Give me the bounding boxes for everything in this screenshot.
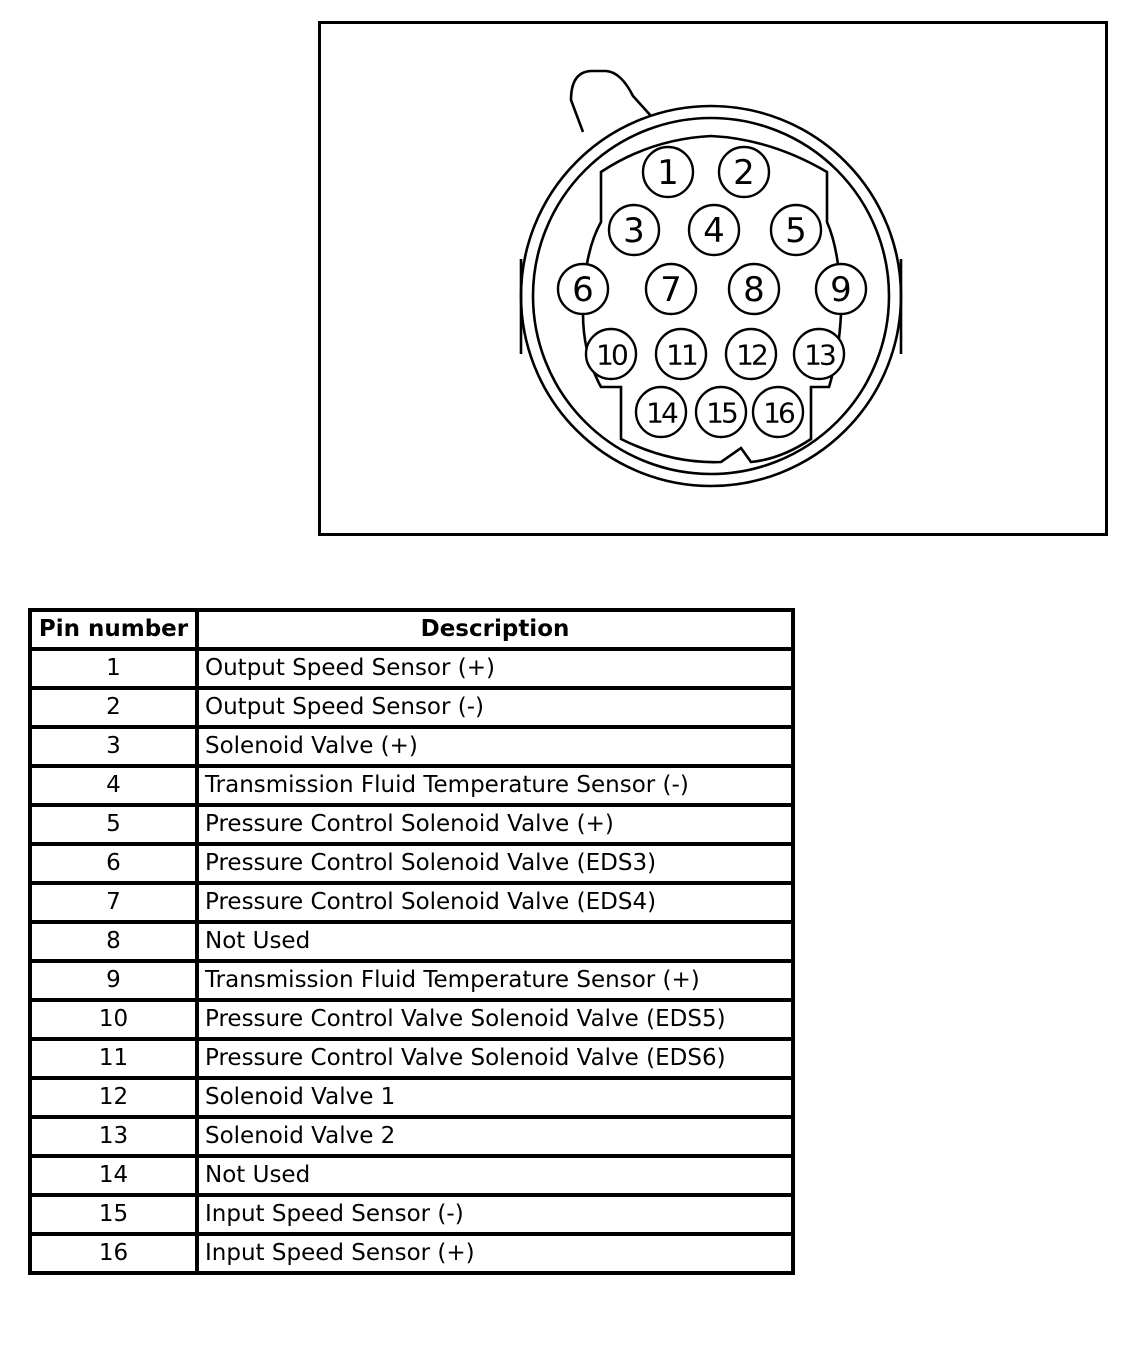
pin-16-label: 16 — [763, 396, 793, 430]
pin-description-cell: Not Used — [197, 922, 793, 961]
pin-description-cell: Pressure Control Solenoid Valve (EDS3) — [197, 844, 793, 883]
pin-number-cell: 14 — [30, 1156, 197, 1195]
table-row — [30, 688, 793, 727]
table-row — [30, 766, 793, 805]
pin-number-cell: 8 — [30, 922, 197, 961]
pin-description-cell: Input Speed Sensor (+) — [197, 1234, 793, 1273]
pin-number-cell: 5 — [30, 805, 197, 844]
pin-12-label: 12 — [736, 338, 766, 372]
pin-description-cell: Input Speed Sensor (-) — [197, 1195, 793, 1234]
pin-description-cell: Transmission Fluid Temperature Sensor (+) — [197, 961, 793, 1000]
table-row — [30, 1234, 793, 1273]
connector-latch — [571, 71, 651, 132]
pin-description-cell: Solenoid Valve 1 — [197, 1078, 793, 1117]
table-header-row — [30, 610, 793, 649]
table-row — [30, 1078, 793, 1117]
table-row — [30, 1156, 793, 1195]
pin-number-cell: 13 — [30, 1117, 197, 1156]
pin-number-cell: 1 — [30, 649, 197, 688]
pin-description-cell: Pressure Control Solenoid Valve (EDS4) — [197, 883, 793, 922]
pin-description-cell: Pressure Control Valve Solenoid Valve (EDS5) — [197, 1000, 793, 1039]
pin-number-cell: 11 — [30, 1039, 197, 1078]
table-row — [30, 649, 793, 688]
pin-number-cell: 7 — [30, 883, 197, 922]
pin-6-label: 6 — [572, 270, 594, 310]
pin-3-label: 3 — [623, 211, 645, 251]
table-row — [30, 727, 793, 766]
pin-number-cell: 10 — [30, 1000, 197, 1039]
connector-diagram-frame — [318, 21, 1108, 536]
pin-description-cell: Solenoid Valve 2 — [197, 1117, 793, 1156]
pin-7-label: 7 — [660, 270, 682, 310]
pin-9-label: 9 — [830, 270, 852, 310]
pinout-table-body — [30, 649, 793, 1273]
pin-number-cell: 2 — [30, 688, 197, 727]
pin-15-label: 15 — [706, 396, 736, 430]
pin-number-cell: 3 — [30, 727, 197, 766]
pin-8-label: 8 — [743, 270, 765, 310]
pin-number-cell: 12 — [30, 1078, 197, 1117]
pin-description-cell: Solenoid Valve (+) — [197, 727, 793, 766]
pin-number-cell: 16 — [30, 1234, 197, 1273]
table-row — [30, 1117, 793, 1156]
pin-10-label: 10 — [596, 338, 626, 372]
table-row — [30, 805, 793, 844]
pin-number-cell: 6 — [30, 844, 197, 883]
table-row — [30, 922, 793, 961]
pin-14-label: 14 — [646, 396, 676, 430]
pin-4-label: 4 — [703, 211, 725, 251]
pin-number-cell: 4 — [30, 766, 197, 805]
header-description: Description — [197, 610, 793, 649]
table-row — [30, 1039, 793, 1078]
table-row — [30, 1000, 793, 1039]
pin-2-label: 2 — [733, 153, 755, 193]
pin-description-cell: Pressure Control Solenoid Valve (+) — [197, 805, 793, 844]
pin-description-cell: Pressure Control Valve Solenoid Valve (EDS6) — [197, 1039, 793, 1078]
pin-1-label: 1 — [657, 153, 679, 193]
header-pin-number: Pin number — [30, 610, 197, 649]
table-row — [30, 844, 793, 883]
pin-11-label: 11 — [666, 338, 696, 372]
pin-5-label: 5 — [785, 211, 807, 251]
pin-description-cell: Output Speed Sensor (+) — [197, 649, 793, 688]
table-row — [30, 961, 793, 1000]
pin-number-cell: 9 — [30, 961, 197, 1000]
pin-number-cell: 15 — [30, 1195, 197, 1234]
pinout-table — [28, 608, 795, 1275]
connector-diagram — [321, 24, 1105, 533]
pin-group — [558, 147, 866, 437]
pin-description-cell: Transmission Fluid Temperature Sensor (-) — [197, 766, 793, 805]
pin-description-cell: Output Speed Sensor (-) — [197, 688, 793, 727]
pin-description-cell: Not Used — [197, 1156, 793, 1195]
table-row — [30, 1195, 793, 1234]
table-row — [30, 883, 793, 922]
pin-13-label: 13 — [804, 338, 834, 372]
